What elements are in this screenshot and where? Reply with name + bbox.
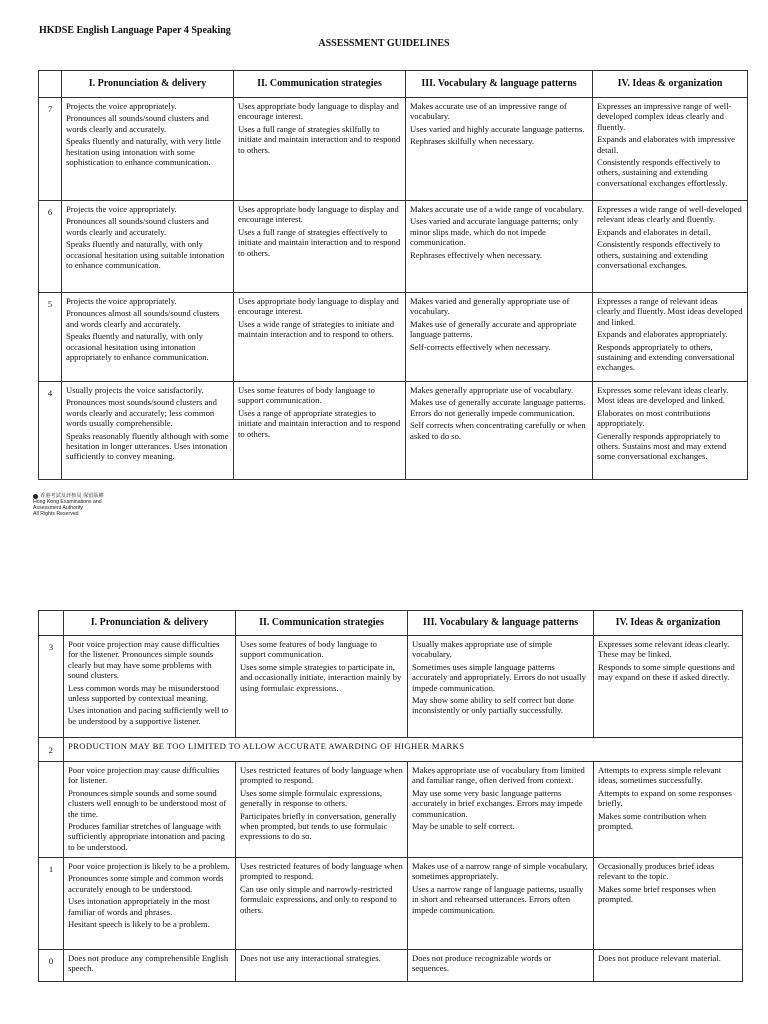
criterion-text: Can use only simple and narrowly-restricted formulaic expressions, and only to respond to others.	[240, 883, 397, 915]
criteria-cell-vocabulary	[406, 201, 593, 293]
criterion-text: Makes appropriate use of vocabulary from limited and familiar range, often derived from context.	[412, 765, 585, 786]
level-number: 1	[39, 858, 64, 950]
criterion-text: Expresses a wide range of well-developed relevant ideas clearly and fluently.	[597, 204, 742, 225]
criterion-text: Makes accurate use of a wide range of vocabulary.	[410, 204, 584, 214]
column-header-ideas: IV. Ideas & organization	[594, 611, 743, 636]
criteria-cell-pronunciation	[62, 293, 234, 382]
level-number: 6	[39, 201, 62, 293]
criterion-text: Attempts to expand on some responses briefly.	[598, 787, 732, 809]
criterion-text: Produces familiar stretches of language with sufficiently appropriate intonation and pacing to be understood.	[68, 821, 225, 852]
criterion-text: Speaks reasonably fluently although with some hesitation in longer utterances. Uses intonation sufficiently to convey meaning.	[66, 430, 229, 462]
column-header-vocabulary: III. Vocabulary & language patterns	[406, 71, 593, 98]
level-number: 4	[39, 382, 62, 480]
criterion-text: Expresses a range of relevant ideas clearly and fluently. Most ideas developed and linked.	[597, 296, 743, 327]
level-header-cell	[39, 71, 62, 98]
criterion-text: Uses intonation appropriately in the most familiar of words and phrases.	[68, 896, 211, 917]
criteria-cell-communication	[236, 762, 408, 858]
header-row	[39, 71, 748, 98]
criteria-cell-communication	[234, 293, 406, 382]
criterion-text: Expands and elaborates in detail.	[597, 226, 711, 237]
criteria-cell-ideas	[593, 201, 748, 293]
criterion-text: Uses appropriate body language to display and encourage interest.	[238, 296, 399, 317]
criterion-text: Rephrases effectively when necessary.	[410, 249, 542, 260]
criterion-text: Poor voice projection may cause difficulties for listener.	[68, 765, 220, 786]
criteria-cell-pronunciation	[64, 762, 236, 858]
criterion-text: Attempts to express simple relevant ideas, sometimes successfully.	[598, 765, 722, 786]
criterion-text: May be unable to self correct.	[412, 821, 515, 832]
column-header-communication: II. Communication strategies	[234, 71, 406, 98]
column-header-pronunciation: I. Pronunciation & delivery	[62, 71, 234, 98]
level-number: 0	[39, 950, 64, 982]
criteria-cell-pronunciation	[62, 98, 234, 201]
criterion-text: Sometimes uses simple language patterns accurately and appropriately. Errors do not usually impede communication.	[412, 661, 586, 693]
criterion-text: Projects the voice appropriately.	[66, 101, 177, 111]
criteria-cell-vocabulary	[406, 98, 593, 201]
criterion-text: Does not produce relevant material.	[598, 953, 721, 963]
criteria-cell-ideas	[594, 762, 743, 858]
criteria-cell-communication	[234, 98, 406, 201]
criterion-text: Makes varied and generally appropriate use of vocabulary.	[410, 296, 570, 317]
level-header-cell	[39, 611, 64, 636]
criterion-text: Uses a narrow range of language patterns, usually in short and rehearsed utterances. Errors often impede communication.	[412, 883, 584, 915]
criteria-cell-pronunciation	[64, 950, 236, 982]
criterion-text: Responds to some simple questions and may expand on these if asked directly.	[598, 661, 735, 683]
criterion-text: Speaks fluently and naturally, with very little hesitation using intonation with some sophistication to enhance communication.	[66, 136, 221, 168]
criteria-cell-communication	[234, 382, 406, 480]
criterion-text: Uses restricted features of body language when prompted to respond.	[240, 765, 403, 786]
criterion-text: Makes generally appropriate use of vocabulary.	[410, 385, 574, 395]
criterion-text: Uses some simple formulaic expressions, generally in response to others.	[240, 787, 383, 809]
criterion-text: Elaborates on most contributions appropriately.	[597, 407, 711, 429]
criterion-text: Self corrects when concentrating carefully or when asked to do so.	[410, 420, 586, 441]
level-row	[39, 98, 748, 201]
criterion-text: Pronounces all sounds/sound clusters and words clearly and accurately.	[66, 113, 209, 134]
criterion-text: Usually makes appropriate use of simple vocabulary.	[412, 639, 553, 660]
level-2-band-text: PRODUCTION MAY BE TOO LIMITED TO ALLOW ACCURATE AWARDING OF HIGHER MARKS	[64, 738, 743, 762]
header-row	[39, 611, 743, 636]
footer-org-line2: Assessment Authority	[33, 505, 83, 511]
criterion-text: Speaks fluently and naturally, with only occasional hesitation using intonation appropriately to enhance communication.	[66, 331, 209, 363]
criteria-cell-pronunciation	[64, 636, 236, 738]
criterion-text: Less common words may be misunderstood unless supported by contextual meaning.	[68, 682, 220, 704]
hkeaa-logo-icon	[33, 494, 38, 499]
criterion-text: Uses a full range of strategies effectively to initiate and maintain interaction and to respond to others.	[238, 226, 401, 258]
criterion-text: Rephrases skilfully when necessary.	[410, 136, 535, 147]
criteria-cell-communication	[234, 201, 406, 293]
footer-rights: All Rights Reserved	[33, 511, 79, 517]
criterion-text: Expands and elaborates appropriately.	[597, 329, 728, 340]
criterion-text: Uses some features of body language to support communication.	[238, 385, 375, 406]
column-header-ideas: IV. Ideas & organization	[593, 71, 748, 98]
criterion-text: Uses appropriate body language to display and encourage interest.	[238, 204, 399, 225]
criteria-cell-ideas	[593, 382, 748, 480]
level-number: 5	[39, 293, 62, 382]
level-number: 7	[39, 98, 62, 201]
criteria-cell-vocabulary	[406, 382, 593, 480]
criterion-text: Uses some simple strategies to participate in, and occasionally initiate, interaction mainly by using formulaic expressions.	[240, 661, 402, 693]
level-row	[39, 636, 743, 738]
criteria-cell-vocabulary	[408, 762, 594, 858]
criterion-text: Pronounces some simple and common words accurately enough to be understood.	[68, 873, 224, 894]
criterion-text: Projects the voice appropriately.	[66, 296, 177, 306]
criterion-text: Expresses some relevant ideas clearly. Most ideas are developed and linked.	[597, 385, 729, 406]
criterion-text: Responds appropriately to others, sustaining and extending conversational exchanges.	[597, 341, 735, 373]
criteria-cell-ideas	[593, 293, 748, 382]
criteria-cell-vocabulary	[408, 636, 594, 738]
criterion-text: May show some ability to self correct but done inconsistently or only partially successfully.	[412, 695, 574, 716]
criterion-text: Self-corrects effectively when necessary.	[410, 341, 551, 352]
criteria-cell-vocabulary	[408, 950, 594, 982]
document-subtitle: ASSESSMENT GUIDELINES	[318, 38, 450, 49]
criterion-text: Generally responds appropriately to others. Sustains most and may extend some conversational exchanges.	[597, 430, 727, 462]
level-number: 3	[39, 636, 64, 738]
criterion-text: Consistently responds effectively to others, sustaining and extending conversational exchanges effortlessly.	[597, 157, 728, 188]
footer-chinese-name: 香港考試及評核局 保留版權	[40, 493, 104, 499]
criteria-cell-pronunciation	[62, 382, 234, 480]
criterion-text: Makes some brief responses when prompted.	[598, 883, 716, 905]
level-2-band-row	[39, 738, 743, 762]
criteria-cell-pronunciation	[64, 858, 236, 950]
criterion-text: Occasionally produces brief ideas relevant to the topic.	[598, 861, 715, 882]
criteria-cell-ideas	[594, 858, 743, 950]
criterion-text: Uses a range of appropriate strategies to initiate and maintain interaction and to respond to others.	[238, 407, 401, 439]
criterion-text: Pronounces simple sounds and some sound clusters well enough to be understood most of the time.	[68, 787, 227, 819]
level-row	[39, 382, 748, 480]
criterion-text: Projects the voice appropriately.	[66, 204, 177, 214]
criterion-text: Uses appropriate body language to display and encourage interest.	[238, 101, 399, 122]
criterion-text: Does not produce recognizable words or sequences.	[412, 953, 552, 974]
level-row	[39, 950, 743, 982]
assessment-table-upper	[38, 70, 748, 480]
criteria-cell-vocabulary	[408, 858, 594, 950]
copyright-footer	[33, 493, 104, 517]
criterion-text: Poor voice projection may cause difficulties for the listener. Pronounces simple sounds clearly but may have some problems with sound clusters.	[68, 639, 220, 681]
criterion-text: Pronounces almost all sounds/sound clusters and words clearly and accurately.	[66, 308, 220, 329]
criterion-text: Pronounces most sounds/sound clusters and words clearly and accurately; less common words usually comprehensible.	[66, 397, 217, 429]
level-row	[39, 201, 748, 293]
criterion-text: Usually projects the voice satisfactorily.	[66, 385, 204, 395]
criteria-cell-vocabulary	[406, 293, 593, 382]
footer-org-line1: Hong Kong Examinations and	[33, 499, 102, 505]
level-row	[39, 293, 748, 382]
criteria-cell-ideas	[594, 950, 743, 982]
criterion-text: Hesitant speech is likely to be a problem.	[68, 919, 210, 930]
criteria-cell-pronunciation	[62, 201, 234, 293]
criterion-text: Does not use any interactional strategies.	[240, 953, 381, 963]
criterion-text: Makes use of a narrow range of simple vocabulary, sometimes appropriately.	[412, 861, 588, 882]
criteria-cell-ideas	[594, 636, 743, 738]
criterion-text: Uses intonation and pacing sufficiently well to be understood by a supportive listener.	[68, 705, 229, 726]
criterion-text: Participates briefly in conversation, generally when prompted, but tends to use formulaic expressions to do so.	[240, 810, 397, 842]
criteria-cell-communication	[236, 636, 408, 738]
criterion-text: Expresses some relevant ideas clearly. These may be linked.	[598, 639, 730, 660]
criterion-text: Uses a wide range of strategies to initiate and maintain interaction and to respond to others.	[238, 318, 395, 340]
criterion-text: Uses restricted features of body language when prompted to respond.	[240, 861, 403, 882]
criterion-text: Uses varied and accurate language patterns; only minor slips made, which do not impede communication.	[410, 216, 578, 248]
level-number	[39, 762, 64, 858]
criterion-text: Uses varied and highly accurate language patterns.	[410, 123, 585, 134]
criterion-text: Makes use of generally accurate language patterns. Errors do not generally impede communication.	[410, 397, 586, 418]
criteria-cell-communication	[236, 950, 408, 982]
level-number: 2	[39, 738, 64, 762]
criterion-text: Uses some features of body language to support communication.	[240, 639, 377, 660]
criteria-cell-communication	[236, 858, 408, 950]
document-title: HKDSE English Language Paper 4 Speaking	[39, 25, 231, 36]
assessment-table-lower	[38, 610, 743, 982]
level-row	[39, 762, 743, 858]
criterion-text: Makes some contribution when prompted.	[598, 810, 707, 832]
criterion-text: Expands and elaborates with impressive detail.	[597, 134, 735, 155]
criterion-text: Poor voice projection is likely to be a problem.	[68, 861, 230, 871]
level-row	[39, 858, 743, 950]
criterion-text: Makes accurate use of an impressive range of vocabulary.	[410, 101, 567, 122]
criterion-text: Pronounces all sounds/sound clusters and words clearly and accurately.	[66, 216, 209, 237]
criterion-text: Makes use of generally accurate and appropriate language patterns.	[410, 318, 577, 340]
column-header-vocabulary: III. Vocabulary & language patterns	[408, 611, 594, 636]
column-header-pronunciation: I. Pronunciation & delivery	[64, 611, 236, 636]
column-header-communication: II. Communication strategies	[236, 611, 408, 636]
criterion-text: Does not produce any comprehensible English speech.	[68, 953, 229, 974]
criterion-text: Expresses an impressive range of well-developed complex ideas clearly and fluently.	[597, 101, 732, 132]
criterion-text: Uses a full range of strategies skilfully to initiate and maintain interaction and to respond to others.	[238, 123, 401, 155]
criterion-text: May use some very basic language patterns accurately in brief exchanges. Errors may impede communication.	[412, 787, 583, 819]
criterion-text: Consistently responds effectively to others, sustaining and extending conversational exchanges.	[597, 239, 721, 271]
criterion-text: Speaks fluently and naturally, with only occasional hesitation using suitable intonation to enhance communication.	[66, 239, 225, 271]
criteria-cell-ideas	[593, 98, 748, 201]
